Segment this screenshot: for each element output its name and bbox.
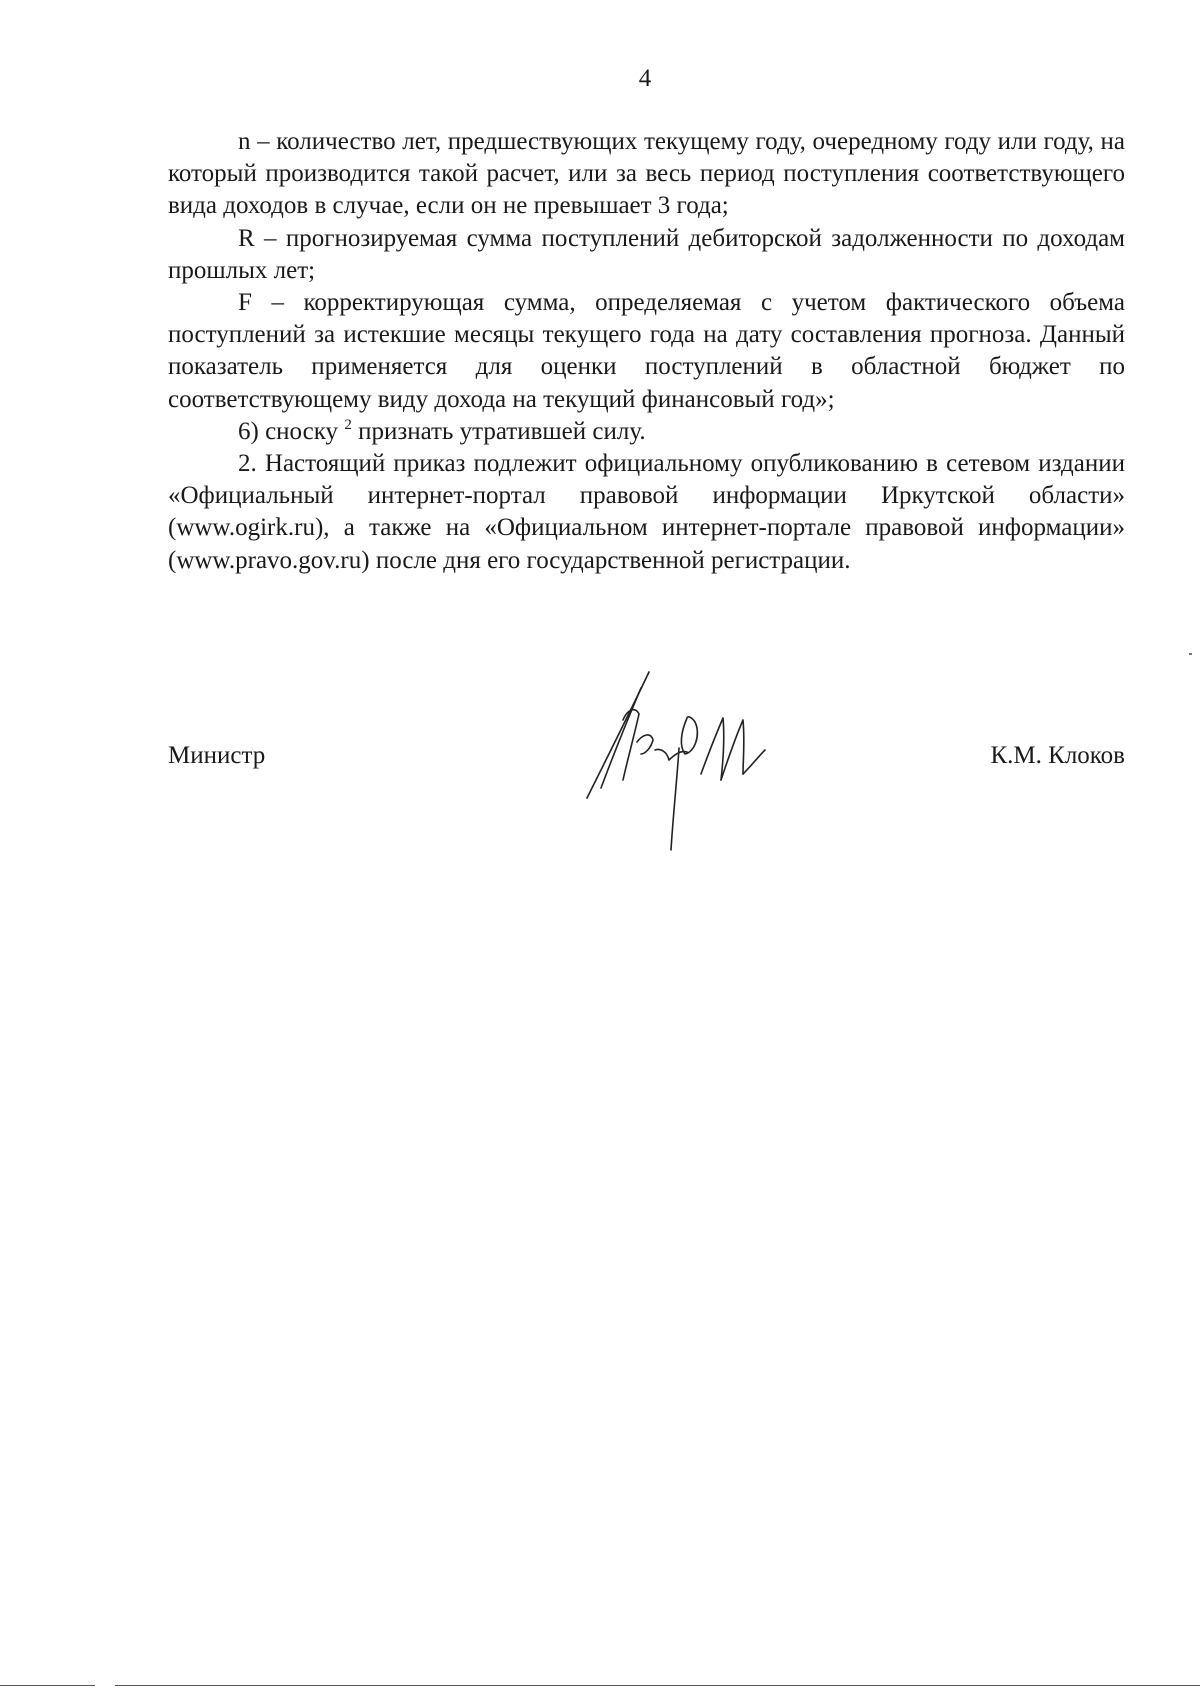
- clause-6-footnote: [168, 416, 1125, 448]
- scan-speck: [1189, 653, 1192, 655]
- definition-n-symbol: n: [238, 128, 251, 155]
- signature-stroke: [743, 750, 765, 774]
- signature-stroke: [701, 718, 724, 780]
- signature-stroke: [637, 735, 653, 754]
- definition-f-text: – корректирующая сумма, определяемая с учетом фактического объема поступлений за истекшие месяцы текущего года на дату составления прогноза. Данный показатель применяется для оценки поступлений в областной бюджет по соответствующему виду дохода на текущий финансовый год»;: [168, 289, 1125, 413]
- definition-n: [168, 126, 1125, 223]
- definition-r-text: – прогнозируемая сумма поступлений дебиторской задолженности по доходам прошлых лет;: [168, 224, 1125, 284]
- signatory-name: К.М. Клоков: [990, 742, 1125, 769]
- footnote-number: 2: [344, 416, 352, 433]
- clause-6-text-start: 6) сноску: [238, 417, 345, 445]
- clause-2-publication: 2. Настоящий приказ подлежит официальному опубликованию в сетевом издании «Официальный интернет-портал правовой информации Иркутской области» (www.ogirk.ru), а также на «Официальном интернет-портале правовой информации» (www.pravo.gov.ru) после дня его государственной регистрации.: [168, 450, 1125, 574]
- definition-f: [168, 287, 1125, 416]
- signatory-title: Министр: [168, 742, 266, 769]
- handwritten-signature: [583, 670, 783, 860]
- definition-r-symbol: R: [238, 224, 255, 252]
- document-body: [168, 126, 1125, 577]
- signature-stroke: [655, 749, 687, 760]
- definition-n-text: – количество лет, предшествующих текущему году, очередному году или году, на который производится такой расчет, или за весь период поступления соответствующего вида доходов в случае, если он не превышает 3 года;: [168, 128, 1125, 220]
- definition-f-symbol: F: [238, 289, 252, 317]
- signature-stroke: [671, 748, 679, 850]
- page-bottom-line: [0, 1685, 95, 1686]
- clause-6-text-end: признать утратившей силу.: [351, 417, 646, 445]
- page-bottom-line: [115, 1685, 1200, 1686]
- signature-stroke: [681, 717, 697, 754]
- page-number: 4: [638, 65, 652, 92]
- definition-r: [168, 223, 1125, 287]
- signature-stroke: [601, 688, 641, 788]
